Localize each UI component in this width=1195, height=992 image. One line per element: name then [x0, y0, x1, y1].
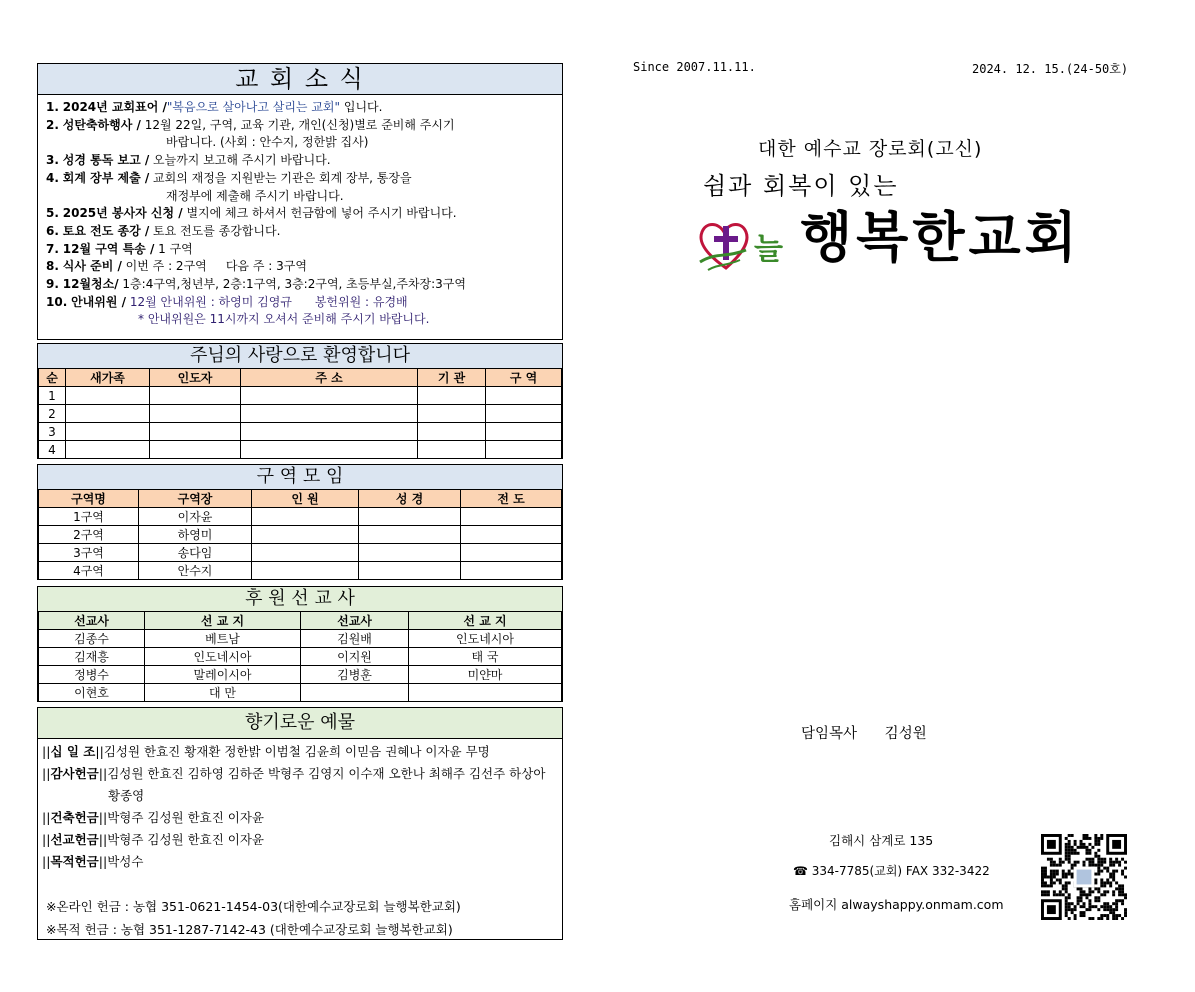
table-cell[interactable]	[150, 405, 241, 423]
phone-icon: ☎	[793, 864, 812, 878]
offering-label: 목적헌금	[50, 854, 99, 869]
news-item-number: 5.	[46, 206, 59, 221]
table-cell[interactable]	[486, 387, 562, 405]
missionary-section	[37, 586, 563, 702]
table-cell[interactable]	[241, 423, 418, 441]
news-item	[46, 188, 562, 206]
table-cell: 1구역	[39, 508, 139, 526]
news-item-heading: 토요 전도 종강 /	[62, 223, 150, 238]
district-section	[37, 464, 563, 580]
welcome-section	[37, 343, 563, 459]
column-header: 선교사	[39, 612, 145, 630]
table-cell[interactable]	[359, 562, 461, 580]
qr-code	[1040, 834, 1128, 920]
table-cell[interactable]	[461, 544, 562, 562]
table-row	[39, 441, 562, 459]
table-cell: 대 만	[145, 684, 301, 702]
news-item-heading: 12월 구역 특송 /	[62, 241, 155, 256]
news-item	[46, 170, 562, 188]
table-cell: 정병수	[39, 666, 145, 684]
logo-small-text: 늘	[754, 232, 783, 267]
table-cell[interactable]	[418, 405, 486, 423]
table-cell: 이현호	[39, 684, 145, 702]
phone-number: 334-7785(교회) FAX 332-3422	[811, 864, 990, 878]
table-cell[interactable]	[241, 441, 418, 459]
table-cell[interactable]	[359, 544, 461, 562]
table-cell[interactable]	[359, 526, 461, 544]
offering-row: ||선교헌금||박형주 김성원 한효진 이자윤	[42, 832, 265, 847]
offering-label: 감사헌금	[50, 766, 99, 781]
table-cell[interactable]	[150, 387, 241, 405]
heart-cross-icon	[696, 212, 800, 276]
news-title: 교 회 소 식	[38, 64, 562, 95]
news-item	[46, 258, 562, 276]
table-row	[39, 526, 562, 544]
news-item	[46, 311, 562, 329]
news-item-number: 9.	[46, 277, 59, 292]
table-cell: 인도네시아	[409, 630, 562, 648]
column-header: 주 소	[241, 369, 418, 387]
table-row	[39, 387, 562, 405]
slogan: 쉼과 회복이 있는	[703, 172, 899, 200]
table-cell[interactable]	[461, 526, 562, 544]
news-item-body: 12월 22일, 구역, 교육 기관, 개인(신청)별로 준비해 주시기	[140, 117, 455, 132]
news-item	[46, 205, 562, 223]
offering-label: 십 일 조	[50, 744, 96, 759]
news-item-heading: 안내위원 /	[71, 294, 127, 309]
news-item	[46, 152, 562, 170]
column-header: 성 경	[359, 490, 461, 508]
table-cell	[409, 684, 562, 702]
homepage: 홈페이지 alwayshappy.onmam.com	[789, 897, 1004, 912]
news-item-body: "복음으로 살아나고 살리는 교회"	[166, 100, 341, 114]
news-item	[46, 134, 562, 152]
offering-names: 김성원 한효진 김하영 김하준 박형주 김영지 이수재 오한나 최해주 김선주 하상아	[107, 766, 546, 781]
table-cell[interactable]	[252, 508, 359, 526]
table-cell: 태 국	[409, 648, 562, 666]
news-item-heading: 성탄축하행사 /	[62, 117, 141, 132]
offering-row: ||십 일 조||김성원 한효진 황재환 정한밝 이범철 김윤희 이믿음 권혜나 이자윤 무명	[42, 744, 490, 759]
table-cell[interactable]	[66, 423, 150, 441]
table-cell: 3구역	[39, 544, 139, 562]
news-item-body: 재정부에 제출해 주시기 바랍니다.	[166, 188, 344, 203]
table-cell[interactable]	[418, 387, 486, 405]
table-row	[39, 666, 562, 684]
table-cell: 인도네시아	[145, 648, 301, 666]
column-header: 새가족	[66, 369, 150, 387]
offering-section	[37, 707, 563, 940]
offering-row: ||목적헌금||박성수	[42, 854, 144, 869]
missionary-table	[38, 611, 562, 702]
news-item-heading: 2025년 봉사자 신청 /	[62, 206, 183, 221]
table-cell: 이자윤	[139, 508, 252, 526]
table-cell[interactable]	[241, 387, 418, 405]
table-cell: 김원배	[301, 630, 409, 648]
table-cell[interactable]	[486, 441, 562, 459]
news-item-heading: 성경 통독 보고 /	[62, 153, 150, 168]
address: 김해시 삼계로 135	[829, 833, 934, 848]
news-item	[46, 223, 562, 241]
news-item-body: 이번 주 : 2구역 다음 주 : 3구역	[121, 259, 307, 274]
column-header: 인 원	[252, 490, 359, 508]
news-item-heading: 2024년 교회표어 /	[62, 100, 167, 114]
table-cell: 김종수	[39, 630, 145, 648]
table-cell: 이지원	[301, 648, 409, 666]
column-header: 기 관	[418, 369, 486, 387]
table-cell[interactable]	[66, 405, 150, 423]
district-title: 구 역 모 임	[38, 465, 562, 490]
table-cell: 하영미	[139, 526, 252, 544]
offering-names: 김성원 한효진 황재환 정한밝 이범철 김윤희 이믿음 권혜나 이자윤 무명	[103, 744, 490, 759]
table-cell: 안수지	[139, 562, 252, 580]
table-cell[interactable]	[66, 387, 150, 405]
qr-code-icon	[1040, 834, 1128, 920]
news-item-number: 6.	[46, 223, 59, 238]
news-section	[37, 63, 563, 340]
table-cell: 송다임	[139, 544, 252, 562]
table-row	[39, 648, 562, 666]
news-item-body: 1층:4구역,청년부, 2층:1구역, 3층:2구역, 초등부실,주차장:3구역	[118, 277, 466, 292]
column-header: 구 역	[486, 369, 562, 387]
table-row	[39, 508, 562, 526]
offering-names: 박성수	[107, 854, 144, 869]
table-cell: 4구역	[39, 562, 139, 580]
table-row	[39, 405, 562, 423]
table-cell[interactable]	[461, 508, 562, 526]
news-item	[46, 117, 562, 135]
table-row	[39, 630, 562, 648]
news-item-body: 별지에 체크 하셔서 헌금함에 넣어 주시기 바랍니다.	[182, 206, 457, 221]
column-header: 순	[39, 369, 66, 387]
offering-label: 건축헌금	[50, 810, 99, 825]
column-header: 선 교 지	[145, 612, 301, 630]
table-cell[interactable]	[150, 441, 241, 459]
news-item-number: 2.	[46, 117, 59, 132]
row-number: 4	[39, 441, 66, 459]
table-row	[39, 423, 562, 441]
table-cell[interactable]	[418, 423, 486, 441]
table-cell: 말레이시아	[145, 666, 301, 684]
news-item	[46, 294, 562, 312]
offering-row: ||감사헌금||김성원 한효진 김하영 김하준 박형주 김영지 이수재 오한나 최해주 김선주 하상아	[42, 766, 546, 781]
district-table	[38, 489, 562, 580]
column-header: 선 교 지	[409, 612, 562, 630]
column-header: 구역명	[39, 490, 139, 508]
offering-row	[38, 785, 562, 807]
table-cell[interactable]	[359, 508, 461, 526]
table-cell[interactable]	[66, 441, 150, 459]
news-item-tail: 입니다.	[340, 100, 383, 114]
table-cell[interactable]	[252, 562, 359, 580]
offering-list	[38, 739, 562, 873]
news-item-number: 4.	[46, 170, 59, 185]
table-cell[interactable]	[252, 526, 359, 544]
table-cell[interactable]	[418, 441, 486, 459]
table-row	[39, 544, 562, 562]
news-item-heading: 회계 장부 제출 /	[62, 170, 150, 185]
table-cell: 미얀마	[409, 666, 562, 684]
issue-date: 2024. 12. 15.(24-50호)	[972, 62, 1129, 76]
column-header: 인도자	[150, 369, 241, 387]
column-header: 구역장	[139, 490, 252, 508]
table-cell: 김병훈	[301, 666, 409, 684]
offering-label: 선교헌금	[50, 832, 99, 847]
news-item-body: 교회의 재정을 지원받는 기관은 회계 장부, 통장을	[149, 170, 412, 185]
news-item-number: 3.	[46, 153, 59, 168]
news-item-number: 10.	[46, 294, 68, 309]
since-text: Since 2007.11.11.	[633, 60, 756, 74]
news-item-body: 바랍니다. (사회 : 안수지, 정한밝 집사)	[166, 135, 369, 150]
news-item-body: 토요 전도를 종강합니다.	[149, 223, 281, 238]
news-item	[46, 241, 562, 259]
purpose-account: ※목적 헌금 : 농협 351-1287-7142-43 (대한예수교장로회 늘행복한교회)	[46, 922, 453, 937]
news-item-number: 7.	[46, 241, 59, 256]
column-header: 전 도	[461, 490, 562, 508]
table-cell	[301, 684, 409, 702]
news-item	[46, 276, 562, 294]
news-item-heading: 12월청소/	[62, 277, 119, 292]
news-item-body: 1 구역	[154, 241, 193, 256]
column-header: 선교사	[301, 612, 409, 630]
news-item-heading: 식사 준비 /	[62, 259, 122, 274]
table-row	[39, 562, 562, 580]
welcome-table	[38, 368, 562, 459]
offering-row: ||건축헌금||박형주 김성원 한효진 이자윤	[42, 810, 265, 825]
table-cell[interactable]	[486, 423, 562, 441]
news-item-body: 12월 안내위원 : 하영미 김영규 봉헌위원 : 유경배	[126, 294, 408, 309]
pastor: 담임목사 김성원	[801, 726, 927, 742]
table-cell: 2구역	[39, 526, 139, 544]
offering-names: 황종영	[108, 788, 145, 803]
news-item	[46, 99, 562, 117]
table-cell[interactable]	[486, 405, 562, 423]
phone-line	[793, 862, 990, 879]
church-logo	[696, 212, 800, 276]
table-cell[interactable]	[252, 544, 359, 562]
news-list	[38, 95, 562, 329]
table-cell[interactable]	[150, 423, 241, 441]
offering-names: 박형주 김성원 한효진 이자윤	[107, 832, 265, 847]
table-cell[interactable]	[461, 562, 562, 580]
news-item-body: * 안내위원은 11시까지 오셔서 준비해 주시기 바랍니다.	[138, 312, 430, 327]
table-cell: 김재흥	[39, 648, 145, 666]
welcome-title: 주님의 사랑으로 환영합니다	[38, 344, 562, 369]
table-cell: 베트남	[145, 630, 301, 648]
church-name: 행복한교회	[800, 206, 1081, 269]
table-row	[39, 684, 562, 702]
table-cell[interactable]	[241, 405, 418, 423]
offering-names: 박형주 김성원 한효진 이자윤	[107, 810, 265, 825]
news-item-body: 오늘까지 보고해 주시기 바랍니다.	[149, 153, 331, 168]
denomination: 대한 예수교 장로회(고신)	[758, 138, 983, 160]
news-item-number: 1.	[46, 100, 59, 114]
row-number: 2	[39, 405, 66, 423]
news-item-number: 8.	[46, 259, 59, 274]
missionary-title: 후 원 선 교 사	[38, 587, 562, 612]
row-number: 3	[39, 423, 66, 441]
online-account: ※온라인 헌금 : 농협 351-0621-1454-03(대한예수교장로회 늘행복한교회)	[46, 899, 461, 914]
offering-title: 향기로운 예물	[38, 708, 562, 739]
row-number: 1	[39, 387, 66, 405]
